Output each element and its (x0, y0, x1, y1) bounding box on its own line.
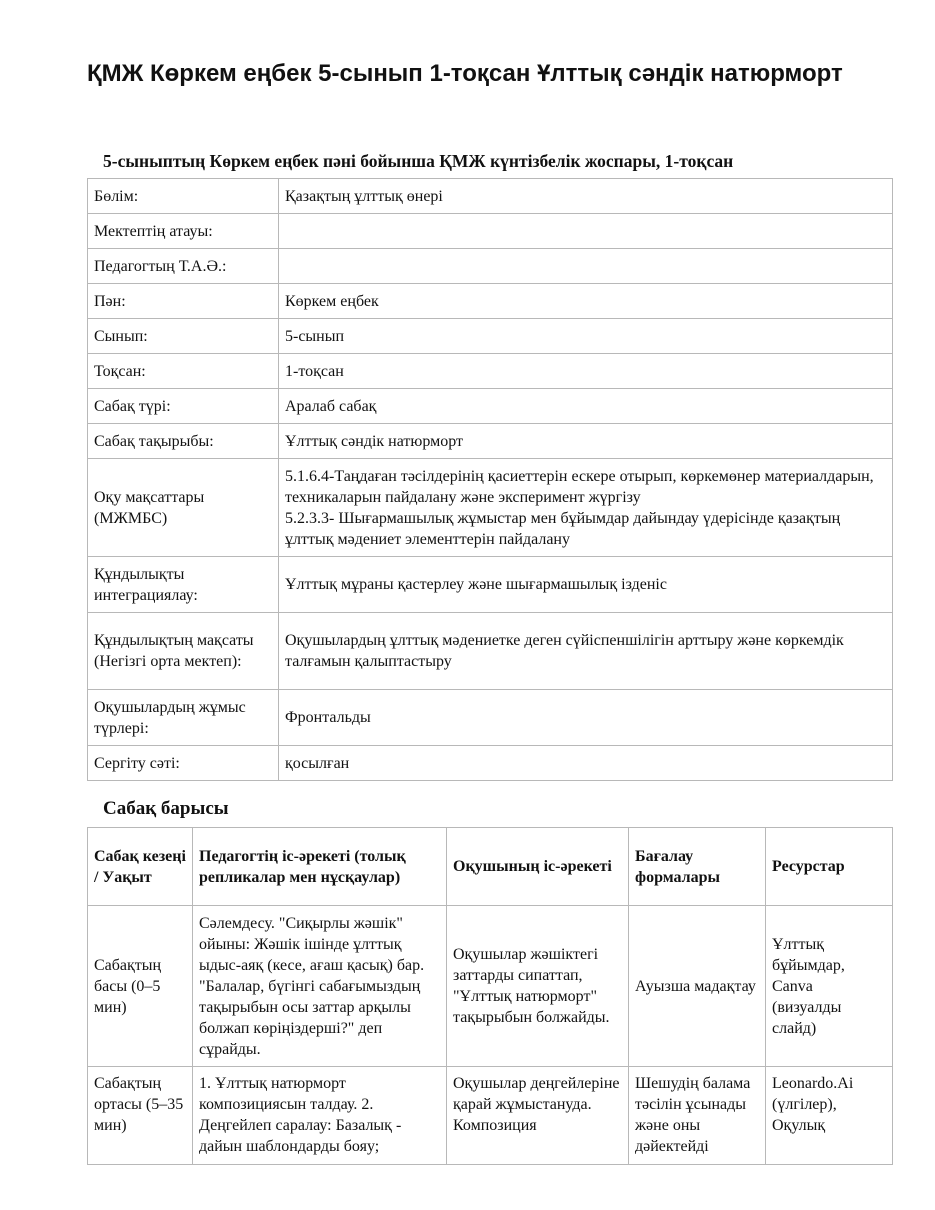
header-student-activity: Оқушының іс-әрекеті (447, 828, 629, 906)
teacher-activity-cell: 1. Ұлттық натюрморт композициясын талдау. 2. Деңгейлеп саралау: Базалық - дайын шаблондарды бояу; (193, 1067, 447, 1165)
info-value: қосылған (279, 746, 893, 781)
info-label: Сынып: (88, 319, 279, 354)
info-value: Ұлттық сәндік натюрморт (279, 424, 893, 459)
info-row-value-goal (88, 613, 893, 690)
info-value: Оқушылардың ұлттық мәдениетке деген сүйіспеншілігін арттыру және көркемдік талғамын қалыптастыру (279, 613, 893, 690)
info-row-value-integration (88, 557, 893, 613)
info-row-lesson-topic (88, 424, 893, 459)
info-row-teacher-name (88, 249, 893, 284)
header-teacher-activity: Педагогтің іс-әрекеті (толық репликалар мен нұсқаулар) (193, 828, 447, 906)
info-value: 5-сынып (279, 319, 893, 354)
info-row-lesson-type (88, 389, 893, 424)
header-resources: Ресурстар (766, 828, 893, 906)
info-row-section (88, 179, 893, 214)
plan-subtitle: 5-сыныптың Көркем еңбек пәні бойынша ҚМЖ күнтізбелік жоспары, 1-тоқсан (103, 151, 734, 171)
info-label: Оқушылардың жұмыс түрлері: (88, 690, 279, 746)
info-label: Сергіту сәті: (88, 746, 279, 781)
info-label: Оқу мақсаттары (МЖМБС) (88, 459, 279, 557)
assessment-cell: Ауызша мадақтау (629, 906, 766, 1067)
header-stage: Сабақ кезеңі / Уақыт (88, 828, 193, 906)
lesson-progress-table (87, 827, 893, 1165)
info-value: 1-тоқсан (279, 354, 893, 389)
stage-cell: Сабақтың ортасы (5–35 мин) (88, 1067, 193, 1165)
info-value: Фронтальды (279, 690, 893, 746)
info-value: Қазақтың ұлттық өнері (279, 179, 893, 214)
info-value (279, 249, 893, 284)
info-row-grade (88, 319, 893, 354)
info-row-school-name (88, 214, 893, 249)
lesson-table-header-row (88, 828, 893, 906)
stage-cell: Сабақтың басы (0–5 мин) (88, 906, 193, 1067)
info-label: Тоқсан: (88, 354, 279, 389)
info-label: Мектептің атауы: (88, 214, 279, 249)
info-row-work-types (88, 690, 893, 746)
assessment-cell: Шешудің балама тәсілін ұсынады және оны дәйектейді (629, 1067, 766, 1165)
student-activity-cell: Оқушылар жәшіктегі заттарды сипаттап, "Ұлттық натюрморт" тақырыбын болжайды. (447, 906, 629, 1067)
info-row-subject (88, 284, 893, 319)
info-value (279, 214, 893, 249)
lesson-progress-heading: Сабақ барысы (103, 798, 229, 819)
resources-cell: Ұлттық бұйымдар, Canva (визуалды слайд) (766, 906, 893, 1067)
resources-cell: Leonardo.Ai (үлгілер), Оқулық (766, 1067, 893, 1165)
table-row (88, 906, 893, 1067)
info-label: Құндылықтың мақсаты (Негізгі орта мектеп): (88, 613, 279, 690)
info-label: Педагогтың Т.А.Ә.: (88, 249, 279, 284)
lesson-info-table (87, 178, 893, 781)
page-title: ҚМЖ Көркем еңбек 5-сынып 1-тоқсан Ұлттық сәндік натюрморт (87, 60, 843, 87)
info-label: Құндылықты интеграциялау: (88, 557, 279, 613)
info-label: Пән: (88, 284, 279, 319)
student-activity-cell: Оқушылар деңгейлеріне қарай жұмыстануда. Композиция (447, 1067, 629, 1165)
teacher-activity-cell: Сәлемдесу. "Сиқырлы жәшік" ойыны: Жәшік ішінде ұлттық ыдыс-аяқ (кесе, ағаш қасық) бар. "Балалар, бүгінгі сабағымыздың тақырыбын осы заттар арқылы болжап көріңіздерші?" деп сұрайды. (193, 906, 447, 1067)
info-value: Көркем еңбек (279, 284, 893, 319)
info-value: Аралаб сабақ (279, 389, 893, 424)
info-label: Сабақ түрі: (88, 389, 279, 424)
info-value: Ұлттық мұраны қастерлеу және шығармашылық ізденіс (279, 557, 893, 613)
info-row-refresh-moment (88, 746, 893, 781)
info-value: 5.1.6.4-Таңдаған тәсілдерінің қасиеттерін ескере отырып, көркемөнер материалдарын, техникаларын пайдалану және эксперимент жүргізу 5.2.3.3- Шығармашылық жұмыстар мен бұйымдар дайындау үдерісінде қазақтың ұлттық мәдениет элементтерін пайдалану (279, 459, 893, 557)
header-assessment: Бағалау формалары (629, 828, 766, 906)
info-row-quarter (88, 354, 893, 389)
info-label: Бөлім: (88, 179, 279, 214)
table-row (88, 1067, 893, 1165)
info-row-learning-objectives (88, 459, 893, 557)
info-label: Сабақ тақырыбы: (88, 424, 279, 459)
